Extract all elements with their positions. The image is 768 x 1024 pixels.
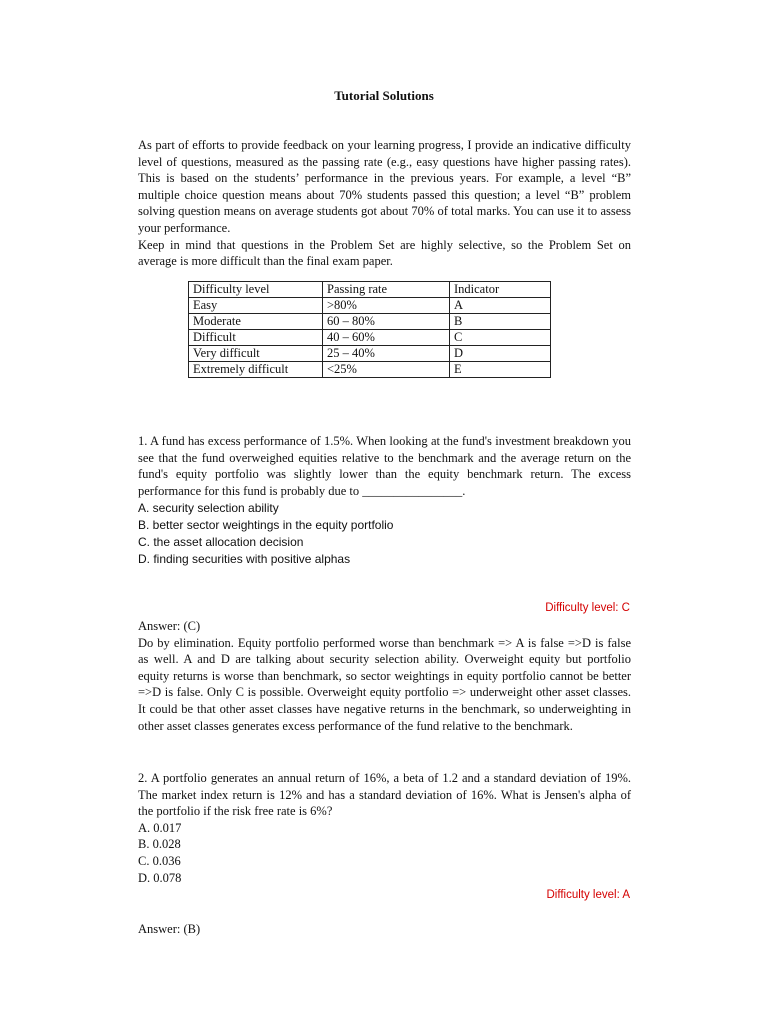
- option-b: B. 0.028: [138, 837, 181, 852]
- question-2: [138, 770, 631, 886]
- question-text: 1. A fund has excess performance of 1.5%. When looking at the fund's investment breakdown you see that the fund overweighed equities relative to the benchmark and the average return on the fund's equity portfolio was slightly lower than the equity benchmark return. The excess performance for this fund is probably due to ________________.: [138, 434, 631, 498]
- table-header-cell: Indicator: [450, 282, 551, 298]
- table-cell: Very difficult: [189, 346, 323, 362]
- table-header-cell: Passing rate: [323, 282, 450, 298]
- table-cell: 60 – 80%: [323, 314, 450, 330]
- table-cell: >80%: [323, 298, 450, 314]
- option-c: C. 0.036: [138, 853, 181, 868]
- difficulty-label: Difficulty level: C: [545, 602, 630, 614]
- table-cell: C: [450, 330, 551, 346]
- option-b: B. better sector weightings in the equity portfolio: [138, 518, 394, 533]
- options-list: [138, 500, 631, 567]
- option-d: D. 0.078: [138, 870, 182, 885]
- table-header-row: [189, 282, 551, 298]
- answer-explanation: Do by elimination. Equity portfolio performed worse than benchmark => A is false =>D is false as well. A and D are talking about security selection ability. Overweight equity but portfolio equity returns is worse than benchmark, so sector weightings in equity portfolio cannot be better =>D is false. Only C is possible. Overweight equity portfolio => underweight other asset classes. It could be that other asset classes have negative returns in the benchmark, so underweighting in other asset classes generates excess performance of the fund relative to the benchmark.: [138, 635, 631, 733]
- answer-2: [138, 921, 631, 938]
- option-c: C. the asset allocation decision: [138, 534, 304, 549]
- question-1: [138, 433, 631, 568]
- table-row: [189, 314, 551, 330]
- difficulty-label: Difficulty level: A: [546, 889, 630, 901]
- question-text: 2. A portfolio generates an annual return of 16%, a beta of 1.2 and a standard deviation of 19%. The market index return is 12% and has a standard deviation of 16%. What is Jensen's alpha of the portfolio if the risk free rate is 6%?: [138, 771, 631, 819]
- table-cell: Moderate: [189, 314, 323, 330]
- table-row: [189, 298, 551, 314]
- table-cell: Extremely difficult: [189, 362, 323, 378]
- table-row: [189, 330, 551, 346]
- option-a: A. 0.017: [138, 820, 182, 835]
- answer-label: Answer: (C): [138, 619, 201, 633]
- table-cell: 40 – 60%: [323, 330, 450, 346]
- options-list: [138, 820, 631, 886]
- answer-label: Answer: (B): [138, 922, 201, 936]
- intro-section: [138, 137, 631, 270]
- page-title: Tutorial Solutions: [334, 88, 434, 103]
- intro-paragraph: As part of efforts to provide feedback on your learning progress, I provide an indicative difficulty level of questions, measured as the passing rate (e.g., easy questions have higher passing rates). This is based on the students’ performance in the previous years. For example, a level “B” multiple choice question means about 70% students passed this question; a level “B” problem solving question means on average students got about 70% of total marks. You can use it to assess your performance.: [138, 138, 631, 235]
- table-cell: <25%: [323, 362, 450, 378]
- table-cell: 25 – 40%: [323, 346, 450, 362]
- option-d: D. finding securities with positive alphas: [138, 551, 351, 566]
- table-row: [189, 346, 551, 362]
- table-cell: D: [450, 346, 551, 362]
- table-cell: B: [450, 314, 551, 330]
- answer-1: [138, 618, 631, 734]
- intro-note: Keep in mind that questions in the Problem Set are highly selective, so the Problem Set on average is more difficult than the final exam paper.: [138, 237, 631, 269]
- difficulty-table: [188, 281, 551, 378]
- table-cell: Difficult: [189, 330, 323, 346]
- table-cell: E: [450, 362, 551, 378]
- table-row: [189, 362, 551, 378]
- table-header-cell: Difficulty level: [189, 282, 323, 298]
- table-cell: A: [450, 298, 551, 314]
- option-a: A. security selection ability: [138, 501, 279, 516]
- table-cell: Easy: [189, 298, 323, 314]
